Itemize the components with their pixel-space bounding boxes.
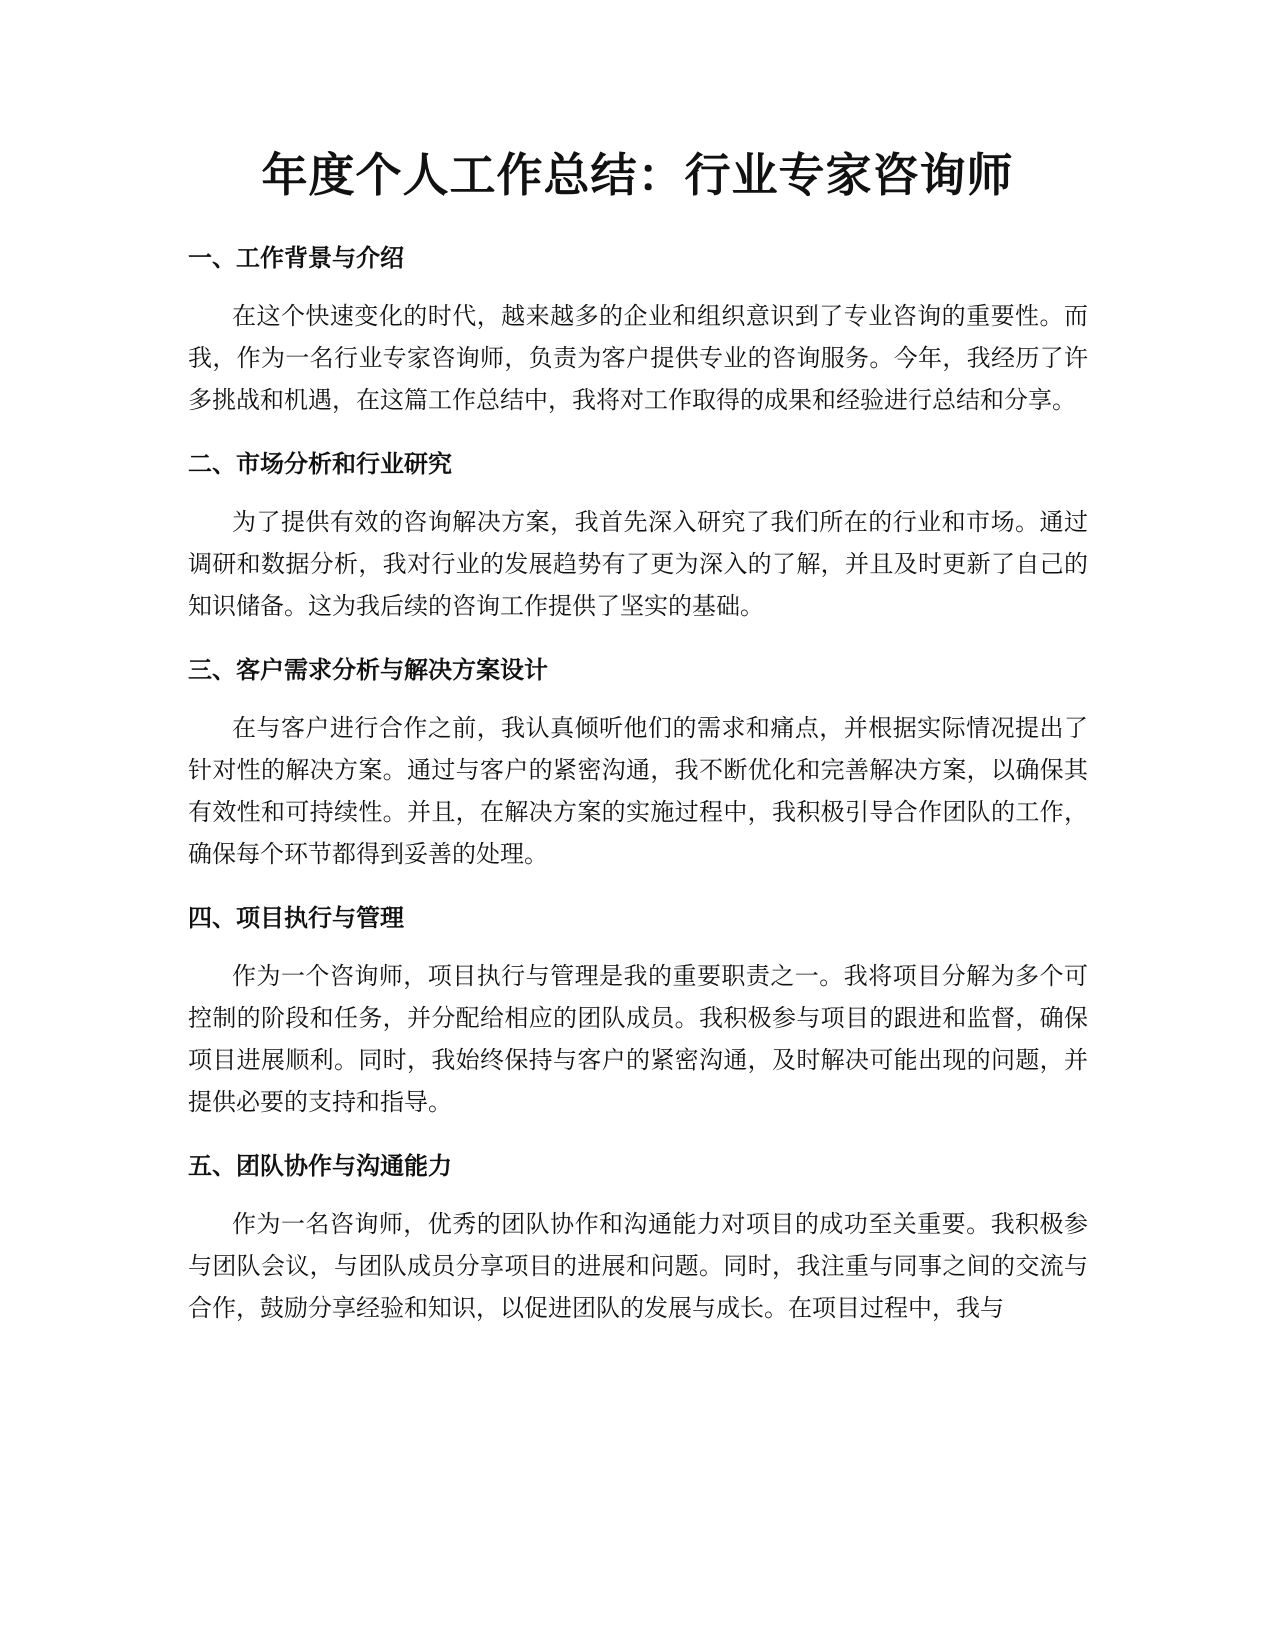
- section-background: [188, 240, 1088, 421]
- section-paragraph: 在这个快速变化的时代，越来越多的企业和组织意识到了专业咨询的重要性。而我，作为一名行业专家咨询师，负责为客户提供专业的咨询服务。今年，我经历了许多挑战和机遇，在这篇工作总结中，我将对工作取得的成果和经验进行总结和分享。: [188, 302, 1088, 414]
- section-project-management: [188, 900, 1088, 1123]
- section-heading: 一、工作背景与介绍: [188, 244, 404, 272]
- section-paragraph: 在与客户进行合作之前，我认真倾听他们的需求和痛点，并根据实际情况提出了针对性的解决方案。通过与客户的紧密沟通，我不断优化和完善解决方案，以确保其有效性和可持续性。并且，在解决方案的实施过程中，我积极引导合作团队的工作，确保每个环节都得到妥善的处理。: [188, 714, 1088, 868]
- document-title: 年度个人工作总结：行业专家咨询师: [261, 148, 1014, 202]
- section-heading: 二、市场分析和行业研究: [188, 450, 452, 478]
- section-paragraph: 作为一名咨询师，优秀的团队协作和沟通能力对项目的成功至关重要。我积极参与团队会议，与团队成员分享项目的进展和问题。同时，我注重与同事之间的交流与合作，鼓励分享经验和知识，以促进团队的发展与成长。在项目过程中，我与: [188, 1210, 1088, 1322]
- section-heading: 三、客户需求分析与解决方案设计: [188, 656, 548, 684]
- section-market-analysis: [188, 446, 1088, 627]
- section-teamwork: [188, 1148, 1088, 1329]
- document-body: [188, 240, 1088, 1354]
- section-heading: 五、团队协作与沟通能力: [188, 1152, 452, 1180]
- section-paragraph: 为了提供有效的咨询解决方案，我首先深入研究了我们所在的行业和市场。通过调研和数据分析，我对行业的发展趋势有了更为深入的了解，并且及时更新了自己的知识储备。这为我后续的咨询工作提供了坚实的基础。: [188, 508, 1088, 620]
- section-client-needs: [188, 652, 1088, 875]
- section-paragraph: 作为一个咨询师，项目执行与管理是我的重要职责之一。我将项目分解为多个可控制的阶段和任务，并分配给相应的团队成员。我积极参与项目的跟进和监督，确保项目进展顺利。同时，我始终保持与客户的紧密沟通，及时解决可能出现的问题，并提供必要的支持和指导。: [188, 962, 1088, 1116]
- section-heading: 四、项目执行与管理: [188, 904, 404, 932]
